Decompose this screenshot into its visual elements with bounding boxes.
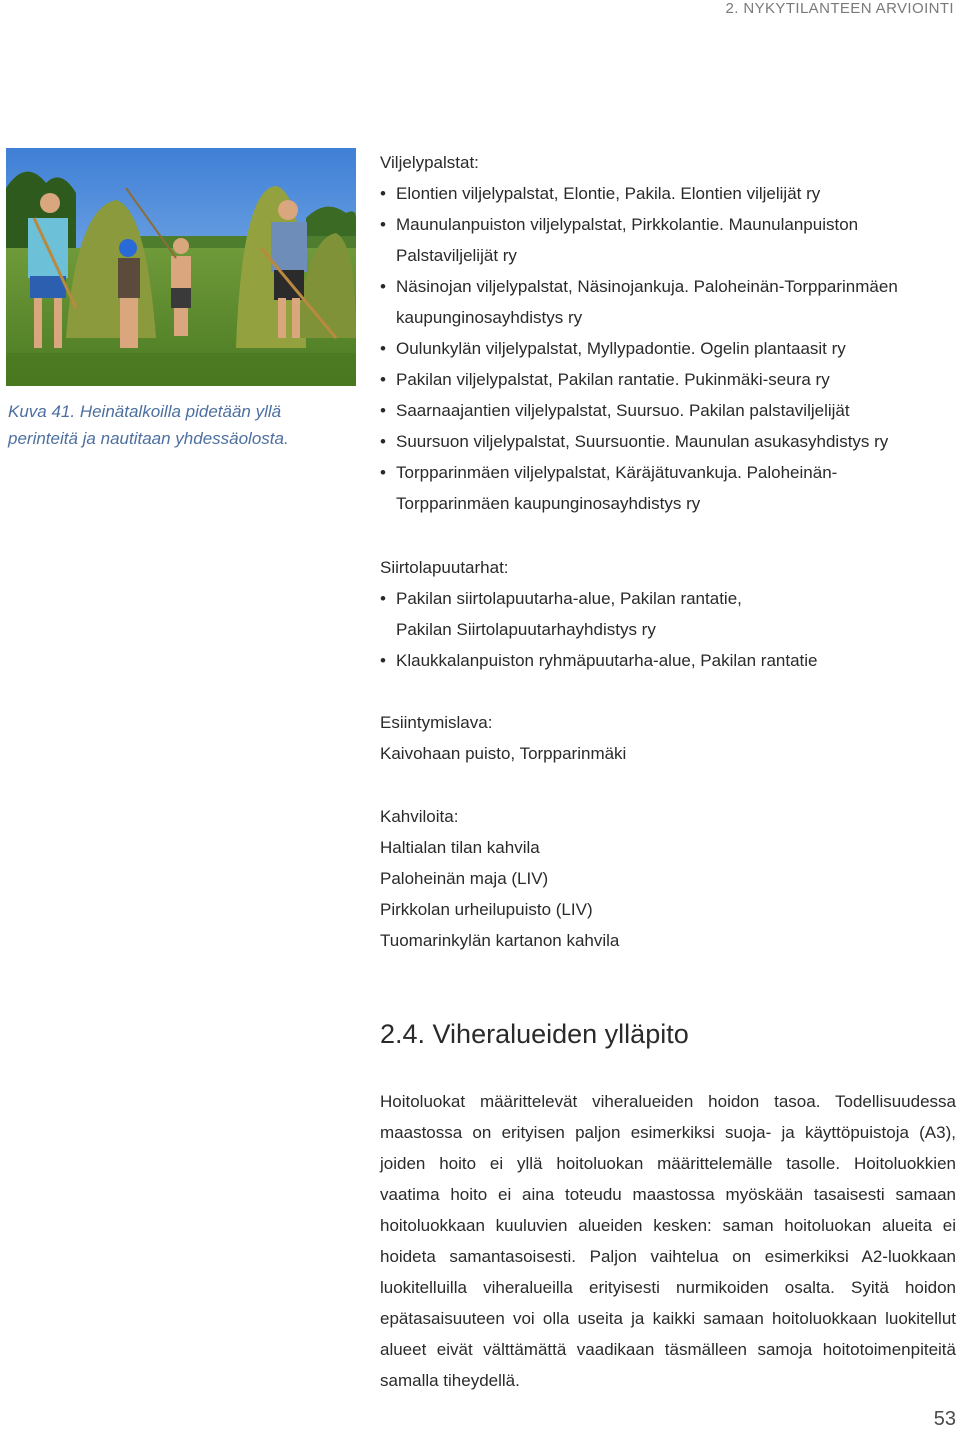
list-item xyxy=(380,209,958,271)
kahviloita-heading: Kahviloita: xyxy=(380,807,459,826)
figure-caption xyxy=(8,398,348,452)
list-item-line: kaupunginosayhdistys ry xyxy=(396,308,583,327)
list-item xyxy=(380,271,958,333)
haymaking-photo xyxy=(6,148,356,386)
kahviloita-section xyxy=(380,801,958,956)
text-line: Pirkkolan urheilupuisto (LIV) xyxy=(380,900,593,919)
text-line: Kaivohaan puisto, Torpparinmäki xyxy=(380,744,627,763)
list-item xyxy=(380,395,958,426)
list-item-line: • Saarnaajantien viljelypalstat, Suursuo. Pakilan palstaviljelijät xyxy=(396,401,850,420)
list-item xyxy=(380,426,958,457)
text-line: Tuomarinkylän kartanon kahvila xyxy=(380,931,620,950)
list-item-line: Torpparinmäen kaupunginosayhdistys ry xyxy=(396,494,701,513)
list-item-line: • Pakilan siirtolapuutarha-alue, Pakilan rantatie, xyxy=(396,589,742,608)
section-paragraph: Hoitoluokat määrittelevät viheralueiden hoidon tasoa. Todellisuudessa maastossa on erityisen paljon esimerkiksi suoja- ja käyttöpuistoja (A3), joiden hoito ei yllä hoitoluokan määrittelemälle tasolle. Hoitoluokkien vaatima hoito ei aina toteudu maastossa myöskään tasaisesti samaan hoitoluokkaan kuuluvien alueiden kesken: saman hoitoluokan alueita ei hoideta samantasoisesti. Paljon vaihtelua on esimerkiksi A2-luokkaan luokitelluilla viheralueilla erityisesti nurmikoiden osalta. Syitä hoidon epätasaisuuteen voi olla useita ja kaikki samaan hoitoluokkaan luokitellut alueet eivät välttämättä vaadikaan täsmälleen samoja hoitotoimenpiteitä samalla tiheydellä. xyxy=(380,1092,956,1390)
viljelypalstat-section xyxy=(380,147,958,519)
list-item-line: • Suursuon viljelypalstat, Suursuontie. Maunulan asukasyhdistys ry xyxy=(396,432,889,451)
caption-line: perinteitä ja nautitaan yhdessäolosta. xyxy=(8,429,289,448)
text-line: Haltialan tilan kahvila xyxy=(380,838,540,857)
list-item-line: Pakilan Siirtolapuutarhayhdistys ry xyxy=(396,620,656,639)
caption-line: Kuva 41. Heinätalkoilla pidetään yllä xyxy=(8,402,282,421)
text-line: Paloheinän maja (LIV) xyxy=(380,869,549,888)
list-item xyxy=(380,178,958,209)
page-number: 53 xyxy=(933,1408,956,1430)
list-item-line: • Maunulanpuiston viljelypalstat, Pirkkolantie. Maunulanpuiston xyxy=(396,215,859,234)
list-item xyxy=(380,645,958,676)
list-item xyxy=(380,364,958,395)
section-heading: 2.4. Viheralueiden ylläpito xyxy=(380,1019,689,1049)
haymaking-illustration xyxy=(6,148,356,386)
list-item xyxy=(380,457,958,519)
running-header: 2. NYKYTILANTEEN ARVIOINTI xyxy=(725,0,954,17)
viljelypalstat-heading: Viljelypalstat: xyxy=(380,153,479,172)
list-item xyxy=(380,333,958,364)
esiintymislava-heading: Esiintymislava: xyxy=(380,713,493,732)
list-item-line: • Näsinojan viljelypalstat, Näsinojankuja. Paloheinän-Torpparinmäen xyxy=(396,277,898,296)
esiintymislava-section xyxy=(380,707,958,769)
siirtolapuutarhat-section xyxy=(380,552,958,676)
list-item-line: • Oulunkylän viljelypalstat, Myllypadontie. Ogelin plantaasit ry xyxy=(396,339,846,358)
siirtolapuutarhat-heading: Siirtolapuutarhat: xyxy=(380,558,509,577)
list-item-line: Palstaviljelijät ry xyxy=(396,246,517,265)
list-item-line: • Klaukkalanpuiston ryhmäpuutarha-alue, Pakilan rantatie xyxy=(396,651,818,670)
list-item-line: • Elontien viljelypalstat, Elontie, Pakila. Elontien viljelijät ry xyxy=(396,184,821,203)
list-item xyxy=(380,583,958,645)
list-item-line: • Torpparinmäen viljelypalstat, Käräjätuvankuja. Paloheinän- xyxy=(396,463,838,482)
list-item-line: • Pakilan viljelypalstat, Pakilan rantatie. Pukinmäki-seura ry xyxy=(396,370,830,389)
